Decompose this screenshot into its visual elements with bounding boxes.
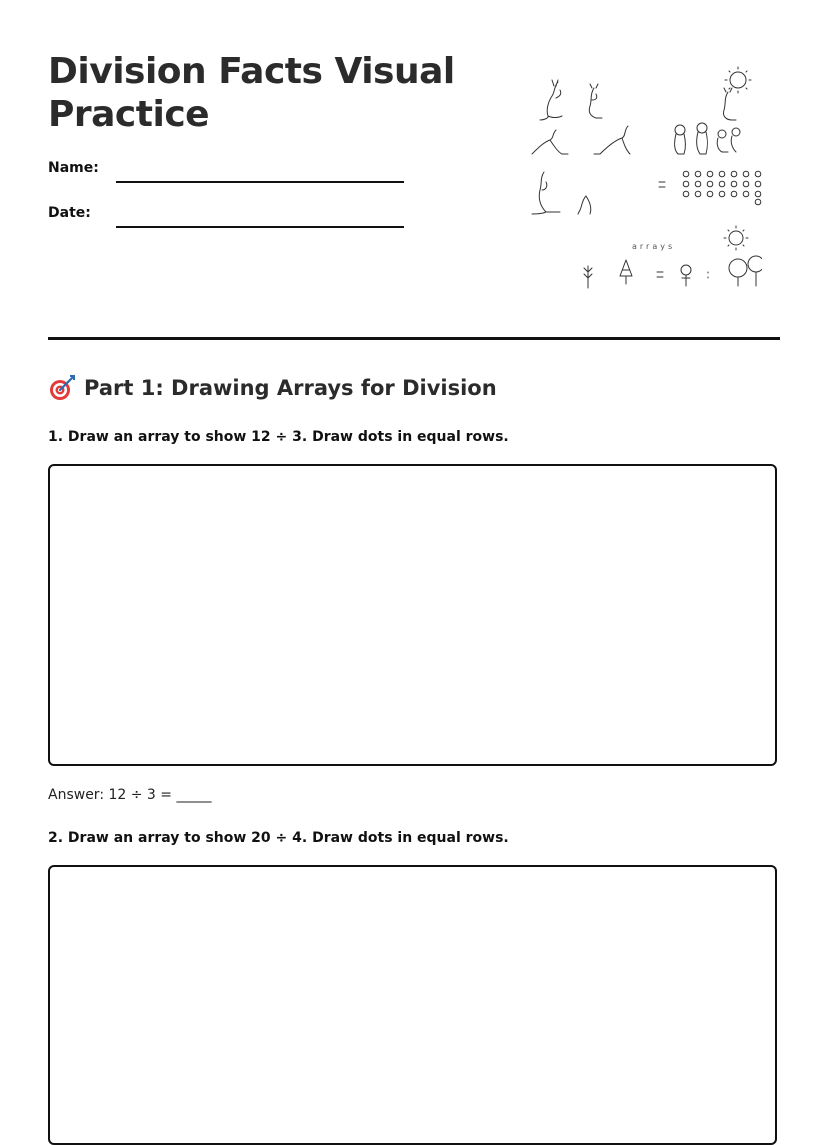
kangaroo-icon	[723, 88, 736, 120]
page-title: Division Facts Visual Practice	[48, 51, 455, 135]
question-2-prompt: 2. Draw an array to show 20 ÷ 4. Draw dots in equal rows.	[48, 830, 509, 846]
tree-icon	[620, 260, 632, 284]
header-art-label: arrays	[632, 242, 676, 251]
tree-icon	[729, 259, 747, 286]
tree-icon	[748, 256, 762, 286]
question-1-prompt: 1. Draw an array to show 12 ÷ 3. Draw dots in equal rows.	[48, 429, 509, 445]
kangaroo-icon	[594, 126, 630, 154]
divider	[48, 337, 780, 340]
kangaroo-icon	[532, 172, 560, 214]
name-line[interactable]	[116, 181, 404, 183]
question-1-drawing-area[interactable]	[48, 464, 777, 766]
array-dots	[683, 171, 762, 205]
name-field	[48, 160, 408, 186]
sun-icon	[725, 67, 751, 93]
section-heading-text: Part 1: Drawing Arrays for Division	[84, 376, 497, 400]
date-line[interactable]	[116, 226, 404, 228]
kangaroo-icon	[589, 84, 602, 118]
question-2-drawing-area[interactable]	[48, 865, 777, 1145]
date-label: Date:	[48, 205, 91, 221]
sun-icon	[724, 226, 748, 250]
date-field	[48, 205, 408, 231]
question-1-answer: Answer: 12 ÷ 3 = _____	[48, 787, 212, 803]
tree-icon	[584, 266, 592, 288]
kangaroo-icon	[578, 196, 591, 214]
header-illustration	[522, 60, 762, 296]
kangaroo-icon	[532, 130, 568, 154]
worksheet-page	[48, 0, 780, 1118]
section-heading-part-1	[48, 374, 497, 402]
kangaroo-icon	[540, 80, 562, 120]
target-icon	[48, 374, 76, 402]
koala-icon	[675, 123, 740, 154]
tree-icon	[681, 265, 691, 286]
name-label: Name:	[48, 160, 99, 176]
